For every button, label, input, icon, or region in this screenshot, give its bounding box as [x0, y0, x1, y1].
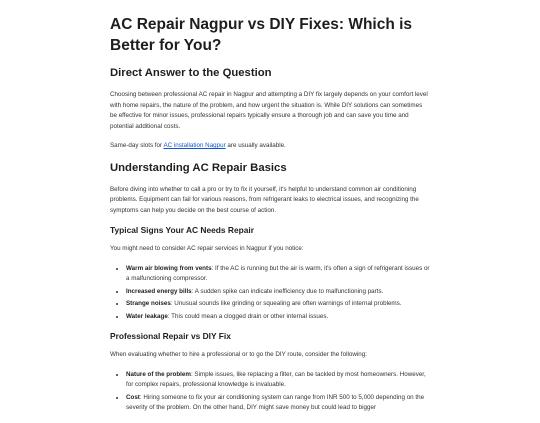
list-item: [126, 312, 430, 323]
compare-list: [110, 370, 430, 414]
basics-paragraph: Before diving into whether to call a pro or try to fix it yourself, it's helpful to understand common air conditioning problems. Equipment can fail for various reasons, from refrigerant leaks to electrical issues, and recognizing the symptoms can help you decide on the best course of action.: [110, 185, 419, 214]
basics-heading: Understanding AC Repair Basics: [110, 161, 287, 174]
list-item-label: Increased energy bills: [126, 287, 192, 295]
list-item: [126, 299, 430, 310]
list-item-label: Water leakage: [126, 312, 168, 320]
slots-suffix: are usually available.: [225, 142, 286, 149]
list-item-text: : Hiring someone to fix your air conditioning system can range from INR 500 to 5,000 depending on the severity of the problem. On the other hand, DIY might save money but could lead to bigger: [126, 393, 425, 411]
signs-intro: You might need to consider AC repair services in Nagpur if you notice:: [110, 245, 304, 252]
list-item-label: Nature of the problem: [126, 370, 191, 378]
direct-answer-heading: Direct Answer to the Question: [110, 67, 272, 79]
direct-answer-paragraph: Choosing between professional AC repair in Nagpur and attempting a DIY fix largely depends on your comfort level with home repairs, the nature of the problem, and how urgent the situation is. While DIY solutions can sometimes be effective for minor issues, professional repairs typically ensure a thorough job and can save you time and potential additional costs.: [110, 91, 428, 130]
list-item-label: Cost: [126, 393, 140, 401]
list-item-text: : If the AC is running but the air is warm, it's often a sign of refrigerant issues or a malfunctioning compressor.: [126, 264, 430, 282]
list-item-label: Warm air blowing from vents: [126, 264, 212, 272]
article: [110, 14, 430, 423]
list-item: [126, 264, 430, 285]
same-day-slots-paragraph: [110, 141, 430, 152]
article-title: AC Repair Nagpur vs DIY Fixes: Which is Better for You?: [110, 16, 413, 54]
ac-installation-link[interactable]: AC installation Nagpur: [163, 142, 226, 149]
signs-list: [110, 264, 430, 323]
slots-prefix: Same-day slots for: [110, 142, 164, 149]
list-item-text: : This could mean a clogged drain or other internal issues.: [167, 312, 329, 320]
list-item: [126, 287, 430, 298]
list-item-text: : Simple issues, like replacing a filter, can be tackled by most homeowners. However, for complex repairs, professional knowledge is invaluable.: [126, 370, 426, 388]
list-item-text: : A sudden spike can indicate inefficiency due to malfunctioning parts.: [191, 287, 384, 295]
list-item-text: : Unusual sounds like grinding or squealing are often warnings of internal problems.: [170, 300, 402, 307]
list-item: [126, 370, 430, 391]
compare-intro: When evaluating whether to hire a professional or to go the DIY route, consider the following:: [110, 351, 367, 358]
compare-heading: Professional Repair vs DIY Fix: [110, 331, 231, 341]
list-item: [126, 393, 430, 414]
signs-heading: Typical Signs Your AC Needs Repair: [110, 225, 254, 235]
list-item-label: Strange noises: [126, 300, 171, 307]
